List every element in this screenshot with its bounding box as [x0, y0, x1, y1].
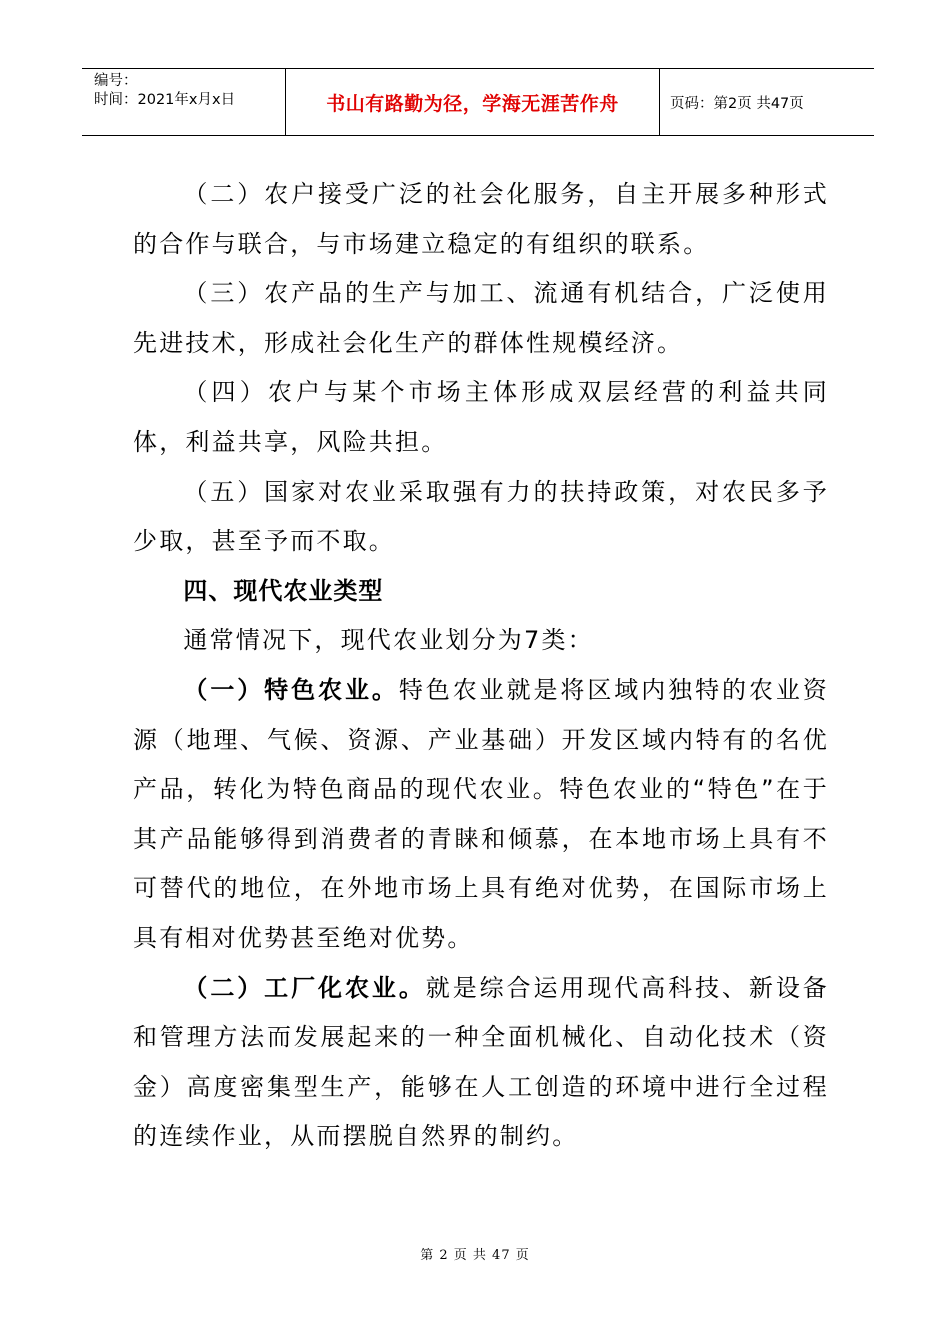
header-meta-cell	[82, 69, 286, 135]
type-item-body: 特色农业就是将区域内独特的农业资源（地理、气候、资源、产业基础）开发区域内特有的名优产品，转化为特色商品的现代农业。特色农业的“特色”在于其产品能够得到消费者的青睐和倾慕，在本地市场上具有不可替代的地位，在外地市场上具有绝对优势，在国际市场上具有相对优势甚至绝对优势。	[133, 675, 829, 952]
header-page-info: 页码：第2页 共47页	[670, 95, 804, 112]
number-label: 编号：	[94, 73, 138, 89]
paragraph-3: （三）农产品的生产与加工、流通有机结合，广泛使用先进技术，形成社会化生产的群体性规模经济。	[133, 279, 829, 357]
document-header	[82, 68, 874, 136]
page-footer: 第 2 页 共 47 页	[420, 1248, 530, 1263]
time-label: 时间：2021年x月x日	[94, 92, 236, 108]
intro-paragraph: 通常情况下，现代农业划分为7类：	[183, 626, 594, 655]
type-item-body: 就是综合运用现代高科技、新设备和管理方法而发展起来的一种全面机械化、自动化技术（资金）高度密集型生产，能够在人工创造的环境中进行全过程的连续作业，从而摆脱自然界的制约。	[133, 973, 829, 1151]
type-item-factory-agriculture	[133, 964, 829, 1162]
paragraph-4: （四）农户与某个市场主体形成双层经营的利益共同体，利益共享，风险共担。	[133, 378, 829, 456]
section-heading: 四、现代农业类型	[183, 576, 384, 605]
type-item-specialty-agriculture	[133, 666, 829, 964]
document-body	[133, 170, 829, 1162]
paragraph-2: （二）农户接受广泛的社会化服务，自主开展多种形式的合作与联合，与市场建立稳定的有组织的联系。	[133, 180, 829, 258]
type-item-title: （一）特色农业。	[183, 675, 399, 704]
type-item-title: （二）工厂化农业。	[183, 973, 426, 1002]
header-motto: 书山有路勤为径，学海无涯苦作舟	[286, 69, 660, 135]
paragraph-5: （五）国家对农业采取强有力的扶持政策，对农民多予少取，甚至予而不取。	[133, 477, 829, 556]
